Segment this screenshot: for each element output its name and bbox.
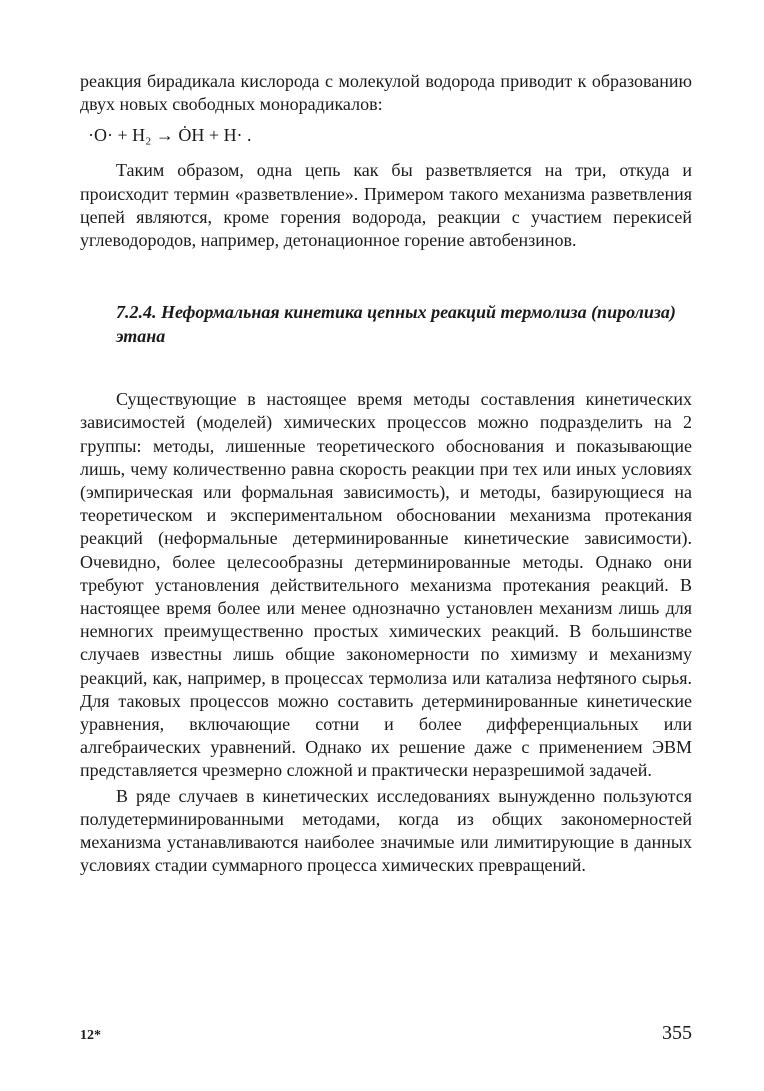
- paragraph-branching: Таким образом, одна цепь как бы разветвляется на три, откуда и происходит термин «разветвление». Примером такого механизма разветвления цепей являются, кроме горения водорода, реакции с участием перекисей углеводородов, например, детонационное горение автобензинов.: [80, 160, 692, 251]
- chemical-equation: ·O· + H₂ → ȮH + H· .: [88, 125, 252, 146]
- signature-mark: 12*: [80, 1028, 101, 1043]
- page-content: [80, 70, 692, 877]
- paragraph-intro: реакция бирадикала кислорода с молекулой водорода приводит к образованию двух новых свободных монорадикалов:: [80, 71, 692, 115]
- paragraph-semideterministic: В ряде случаев в кинетических исследованиях вынужденно пользуются полудетерминированными методами, когда из общих закономерностей механизма устанавливаются наиболее значимые или лимитирующие в данных условиях стадии суммарного процесса химических превращений.: [80, 785, 692, 876]
- page-number: 355: [662, 1022, 692, 1044]
- section-heading: 7.2.4. Неформальная кинетика цепных реакций термолиза (пиролиза) этана: [116, 302, 676, 347]
- paragraph-methods: Существующие в настоящее время методы составления кинетических зависимостей (моделей) химических процессов можно подразделить на 2 группы: методы, лишенные теоретического обоснования и показывающие лишь, чему количественно равна скорость реакции при тех или иных условиях (эмпирическая или формальная зависимость), и методы, базирующиеся на теоретическом и экспериментальном обосновании механизма протекания реакций (неформальные детерминированные кинетические зависимости). Очевидно, более целесообразны детерминированные методы. Однако они требуют установления действительного механизма протекания реакций. В настоящее время более или менее однозначно установлен механизм лишь для немногих преимущественно простых химических реакций. В большинстве случаев известны лишь общие закономерности по химизму и механизму реакций, как, например, в процессах термолиза или катализа нефтяного сырья. Для таковых процессов можно составить детерминированные кинетические уравнения, включающие сотни и более дифференциальных или алгебраических уравнений. Однако их решение даже с применением ЭВМ представляется чрезмерно сложной и практически неразрешимой задачей.: [80, 389, 692, 781]
